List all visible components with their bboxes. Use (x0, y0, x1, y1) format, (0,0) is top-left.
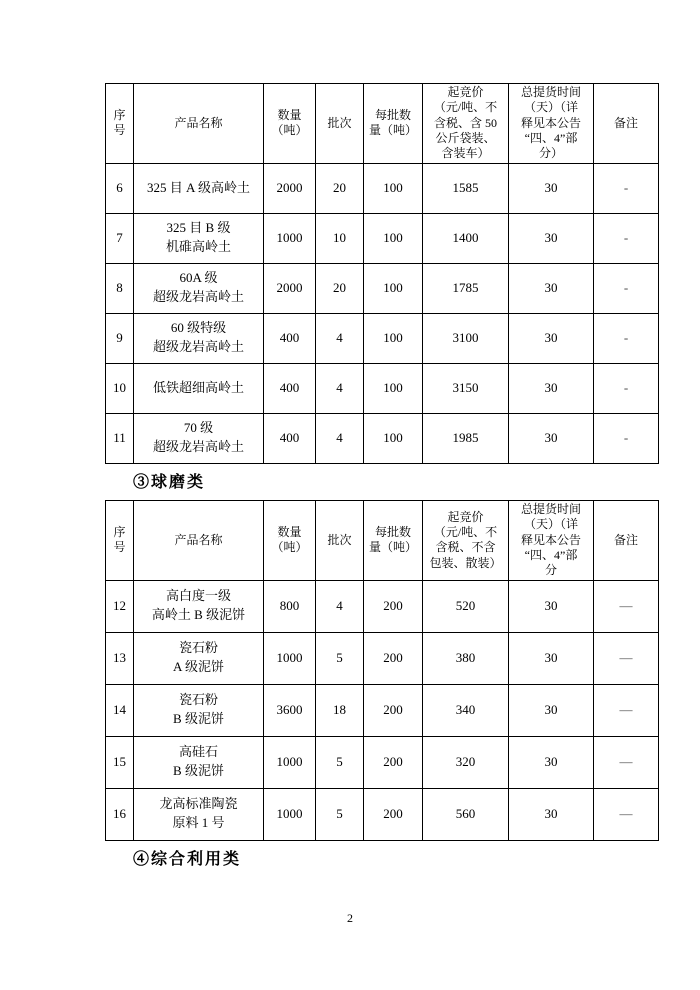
table-cell: 18 (316, 684, 364, 736)
table-cell: 20 (316, 163, 364, 213)
column-header: 序 号 (106, 501, 134, 581)
table-cell: 4 (316, 313, 364, 363)
table-cell: 瓷石粉 B 级泥饼 (134, 684, 264, 736)
table-cell: 14 (106, 684, 134, 736)
column-header: 总提货时间 （天）（详 释见本公告 “四、4”部 分） (509, 84, 594, 164)
table-row (106, 632, 659, 684)
table-cell: 100 (364, 163, 423, 213)
table-row (106, 263, 659, 313)
table-cell: 10 (316, 213, 364, 263)
table-cell: 560 (423, 788, 509, 840)
table-cell: - (594, 163, 659, 213)
table-cell: 200 (364, 632, 423, 684)
table-cell: 60 级特级 超级龙岩高岭土 (134, 313, 264, 363)
table-row (106, 684, 659, 736)
table-cell: 瓷石粉 A 级泥饼 (134, 632, 264, 684)
table-cell: 30 (509, 580, 594, 632)
table-row (106, 213, 659, 263)
column-header: 批次 (316, 84, 364, 164)
table-cell: 30 (509, 163, 594, 213)
table-cell: 1000 (264, 736, 316, 788)
table-row (106, 736, 659, 788)
table-cell: — (594, 736, 659, 788)
bagged-kaolin-products-table (105, 83, 659, 464)
table-cell: 100 (364, 413, 423, 463)
table-row (106, 163, 659, 213)
column-header: 产品名称 (134, 501, 264, 581)
table-cell: 2000 (264, 263, 316, 313)
table-cell: 320 (423, 736, 509, 788)
table-cell: 30 (509, 788, 594, 840)
table-cell: 1000 (264, 788, 316, 840)
table-cell: 1985 (423, 413, 509, 463)
table-cell: 10 (106, 363, 134, 413)
column-header: 每批数 量（吨） (364, 501, 423, 581)
table-cell: 1400 (423, 213, 509, 263)
table-cell: 低铁超细高岭土 (134, 363, 264, 413)
table-cell: 400 (264, 313, 316, 363)
table-cell: 4 (316, 363, 364, 413)
table-cell: 15 (106, 736, 134, 788)
table-cell: - (594, 263, 659, 313)
table-cell: 5 (316, 632, 364, 684)
table-cell: — (594, 632, 659, 684)
table-cell: 340 (423, 684, 509, 736)
table-cell: 325 目 B 级 机碓高岭土 (134, 213, 264, 263)
table-cell: - (594, 213, 659, 263)
table-cell: 9 (106, 313, 134, 363)
column-header: 每批数 量（吨） (364, 84, 423, 164)
table-cell: 60A 级 超级龙岩高岭土 (134, 263, 264, 313)
column-header: 起竞价 （元/吨、不 含税、不含 包装、散装） (423, 501, 509, 581)
bagged-kaolin-table-container (105, 83, 659, 464)
table-cell: 11 (106, 413, 134, 463)
table-cell: 200 (364, 736, 423, 788)
table-cell: 20 (316, 263, 364, 313)
table-cell: 325 目 A 级高岭土 (134, 163, 264, 213)
table-cell: 30 (509, 263, 594, 313)
ball-mill-products-table (105, 500, 659, 841)
table-row (106, 313, 659, 363)
table-cell: 13 (106, 632, 134, 684)
table-cell: 3600 (264, 684, 316, 736)
table-cell: 龙高标准陶瓷 原料 1 号 (134, 788, 264, 840)
table-cell: 1585 (423, 163, 509, 213)
column-header: 数量 （吨） (264, 84, 316, 164)
table-cell: 2000 (264, 163, 316, 213)
table-cell: 高白度一级 高岭土 B 级泥饼 (134, 580, 264, 632)
table-cell: 30 (509, 684, 594, 736)
header-row (106, 501, 659, 581)
column-header: 产品名称 (134, 84, 264, 164)
table-cell: - (594, 413, 659, 463)
ball-mill-table-container (105, 500, 659, 841)
table-cell: 12 (106, 580, 134, 632)
column-header: 批次 (316, 501, 364, 581)
table-cell: 520 (423, 580, 509, 632)
table-row (106, 363, 659, 413)
table-cell: 1785 (423, 263, 509, 313)
page-number: 2 (347, 911, 353, 925)
section-title-ball-mill-category: ③球磨类 (133, 474, 206, 491)
table-cell: 30 (509, 363, 594, 413)
column-header: 数量 （吨） (264, 501, 316, 581)
table-cell: 70 级 超级龙岩高岭土 (134, 413, 264, 463)
table-cell: 30 (509, 213, 594, 263)
table-cell: 100 (364, 263, 423, 313)
table-cell: 30 (509, 632, 594, 684)
table-cell: 5 (316, 788, 364, 840)
section-title-comprehensive-use-category: ④综合利用类 (133, 851, 242, 868)
table-cell: 200 (364, 684, 423, 736)
table-cell: 800 (264, 580, 316, 632)
table-cell: 100 (364, 213, 423, 263)
table-row (106, 413, 659, 463)
table-cell: — (594, 580, 659, 632)
column-header: 总提货时间 （天）（详 释见本公告 “四、4”部 分 (509, 501, 594, 581)
table-cell: 3150 (423, 363, 509, 413)
table-cell: 200 (364, 580, 423, 632)
table-cell: - (594, 363, 659, 413)
table-cell: 30 (509, 736, 594, 788)
table-cell: 高硅石 B 级泥饼 (134, 736, 264, 788)
table-cell: 1000 (264, 213, 316, 263)
table-cell: 5 (316, 736, 364, 788)
table-cell: 380 (423, 632, 509, 684)
table-cell: 4 (316, 413, 364, 463)
table-cell: — (594, 684, 659, 736)
table-cell: 400 (264, 363, 316, 413)
table-cell: 1000 (264, 632, 316, 684)
table-cell: 100 (364, 313, 423, 363)
table-cell: 100 (364, 363, 423, 413)
header-row (106, 84, 659, 164)
table-cell: 8 (106, 263, 134, 313)
table-cell: 4 (316, 580, 364, 632)
table-cell: 3100 (423, 313, 509, 363)
table-row (106, 788, 659, 840)
table-cell: 7 (106, 213, 134, 263)
column-header: 起竞价 （元/吨、不 含税、含 50 公斤袋装、 含装车） (423, 84, 509, 164)
table-cell: - (594, 313, 659, 363)
table-cell: 30 (509, 413, 594, 463)
table-cell: 200 (364, 788, 423, 840)
table-cell: — (594, 788, 659, 840)
table-cell: 30 (509, 313, 594, 363)
column-header: 备注 (594, 501, 659, 581)
column-header: 备注 (594, 84, 659, 164)
column-header: 序 号 (106, 84, 134, 164)
table-cell: 6 (106, 163, 134, 213)
table-cell: 400 (264, 413, 316, 463)
table-cell: 16 (106, 788, 134, 840)
table-row (106, 580, 659, 632)
